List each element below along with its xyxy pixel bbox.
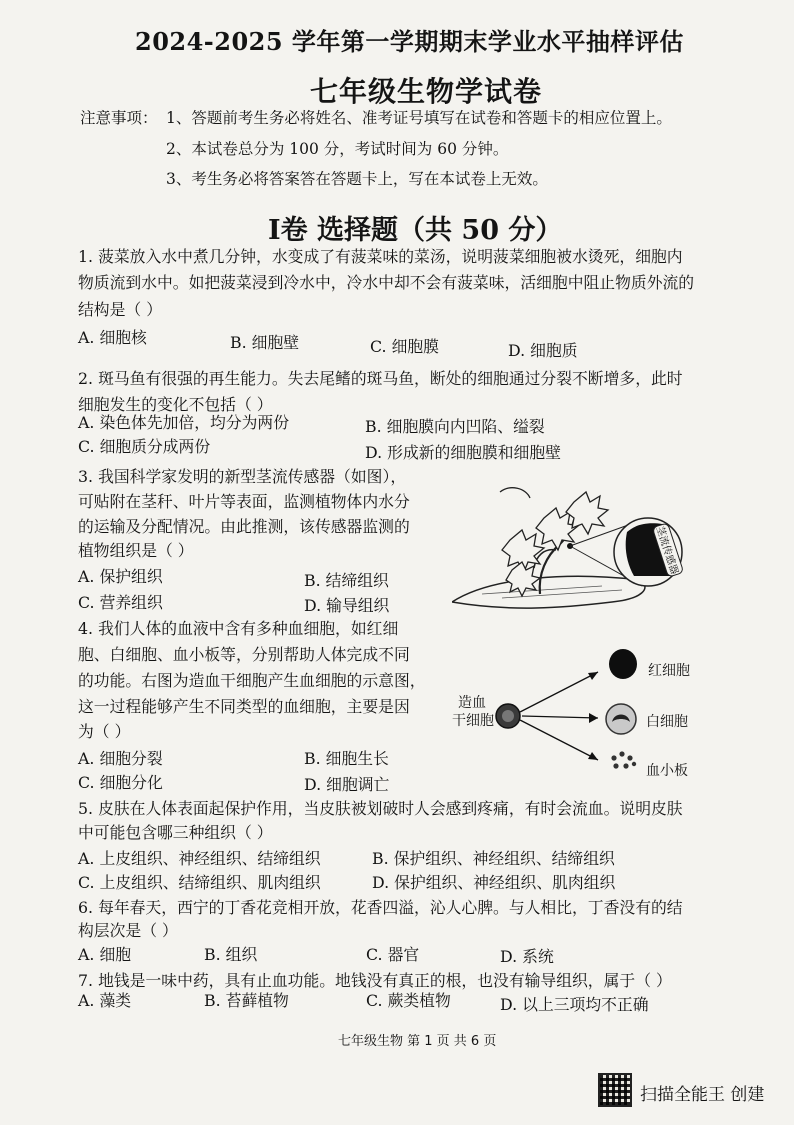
q2-option-b: B. 细胞膜向内凹陷、缢裂: [365, 417, 545, 436]
question-6-line-1: 6. 每年春天，西宁的丁香花竞相开放，花香四溢，沁人心脾。与人相比，丁香没有的结: [78, 898, 683, 917]
white-blood-cell-label: 白细胞: [646, 714, 688, 730]
question-1-line-2: 物质流到水中。如把菠菜浸到冷水中，冷水中却不会有菠菜味，活细胞中阻止物质外流的: [78, 273, 695, 292]
q5-option-d: D. 保护组织、神经组织、肌肉组织: [372, 873, 616, 892]
q3-option-a: A. 保护组织: [78, 567, 163, 586]
q6-option-d: D. 系统: [500, 947, 554, 966]
q3-option-b: B. 结缔组织: [304, 571, 389, 590]
q3-option-c: C. 营养组织: [78, 593, 163, 612]
q4-option-b: B. 细胞生长: [304, 749, 389, 768]
question-3-line-4: 植物组织是（ ）: [78, 541, 194, 560]
page-footer: 七年级生物 第 1 页 共 6 页: [338, 1034, 497, 1049]
q2-option-d: D. 形成新的细胞膜和细胞壁: [365, 443, 561, 462]
q1-option-c: C. 细胞膜: [370, 337, 439, 356]
question-5-line-2: 中可能包含哪三种组织（ ）: [78, 823, 273, 842]
question-2-line-1: 2. 斑马鱼有很强的再生能力。失去尾鳍的斑马鱼，断处的细胞通过分裂不断增多，此时: [78, 369, 683, 388]
q2-option-c: C. 细胞质分成两份: [78, 437, 211, 456]
red-blood-cell-icon: [609, 649, 637, 679]
q1-option-a: A. 细胞核: [78, 328, 147, 347]
q6-option-a: A. 细胞: [78, 945, 132, 964]
question-1-line-3: 结构是（ ）: [78, 300, 163, 319]
note-item-2: 2、本试卷总分为 100 分，考试时间为 60 分钟。: [166, 140, 509, 158]
question-5-line-1: 5. 皮肤在人体表面起保护作用，当皮肤被划破时人会感到疼痛，有时会流血。说明皮肤: [78, 799, 683, 818]
stem-sensor-figure: [452, 484, 692, 614]
notes-label: 注意事项：: [80, 109, 158, 127]
question-3-line-3: 的运输及分配情况。由此推测，该传感器监测的: [78, 517, 410, 536]
question-4-line-3: 的功能。右图为造血干细胞产生血细胞的示意图，: [78, 671, 426, 690]
question-2-line-2: 细胞发生的变化不包括（ ）: [78, 395, 273, 414]
stem-cell-label-1: 造血: [458, 695, 486, 711]
q4-option-d: D. 细胞调亡: [304, 775, 390, 794]
qr-code-icon: [598, 1073, 632, 1107]
q6-option-b: B. 组织: [204, 945, 258, 964]
q7-option-c: C. 蕨类植物: [366, 991, 451, 1010]
question-4-line-1: 4. 我们人体的血液中含有多种血细胞，如红细: [78, 619, 399, 638]
exam-subtitle: 七年级生物学试卷: [310, 75, 543, 108]
q5-option-a: A. 上皮组织、神经组织、结缔组织: [78, 849, 321, 868]
question-4-line-5: 为（ ）: [78, 722, 131, 741]
exam-title: 2024-2025 学年第一学期期末学业水平抽样评估: [135, 27, 684, 56]
scanner-watermark: 扫描全能王 创建: [640, 1085, 765, 1105]
section-title: I卷 选择题（共 50 分）: [268, 215, 563, 246]
q7-option-b: B. 苔藓植物: [204, 991, 289, 1010]
question-4-line-4: 这一过程能够产生不同类型的血细胞，主要是因: [78, 697, 410, 716]
question-4-line-2: 胞、白细胞、血小板等，分别帮助人体完成不同: [78, 645, 410, 664]
platelet-icon: [611, 751, 636, 768]
q3-option-d: D. 输导组织: [304, 596, 390, 615]
q5-option-b: B. 保护组织、神经组织、结缔组织: [372, 849, 615, 868]
note-item-1: 1、答题前考生务必将姓名、准考证号填写在试卷和答题卡的相应位置上。: [166, 109, 672, 127]
question-3-line-2: 可贴附在茎秆、叶片等表面，监测植物体内水分: [78, 492, 410, 511]
red-blood-cell-label: 红细胞: [648, 663, 690, 679]
q6-option-c: C. 器官: [366, 945, 420, 964]
platelet-label: 血小板: [646, 763, 688, 779]
q7-option-d: D. 以上三项均不正确: [500, 995, 649, 1014]
q4-option-c: C. 细胞分化: [78, 773, 163, 792]
q5-option-c: C. 上皮组织、结缔组织、肌肉组织: [78, 873, 321, 892]
q4-option-a: A. 细胞分裂: [78, 749, 163, 768]
blood-cell-figure: [490, 640, 650, 780]
question-6-line-2: 构层次是（ ）: [78, 921, 178, 940]
question-1-line-1: 1. 菠菜放入水中煮几分钟，水变成了有菠菜味的菜汤，说明菠菜细胞被水烫死，细胞内: [78, 247, 683, 266]
q1-option-d: D. 细胞质: [508, 341, 578, 360]
q2-option-a: A. 染色体先加倍，均分为两份: [78, 413, 290, 432]
note-item-3: 3、考生务必将答案答在答题卡上，写在本试卷上无效。: [166, 170, 548, 188]
sensor-label: 茎流传感器: [653, 524, 680, 576]
q7-option-a: A. 藻类: [78, 991, 132, 1010]
question-7-line-1: 7. 地钱是一味中药，具有止血功能。地钱没有真正的根，也没有输导组织，属于（ ）: [78, 971, 672, 990]
question-3-line-1: 3. 我国科学家发明的新型茎流传感器（如图），: [78, 467, 407, 486]
stem-cell-label-2: 干细胞: [452, 713, 494, 729]
q1-option-b: B. 细胞壁: [230, 333, 300, 352]
